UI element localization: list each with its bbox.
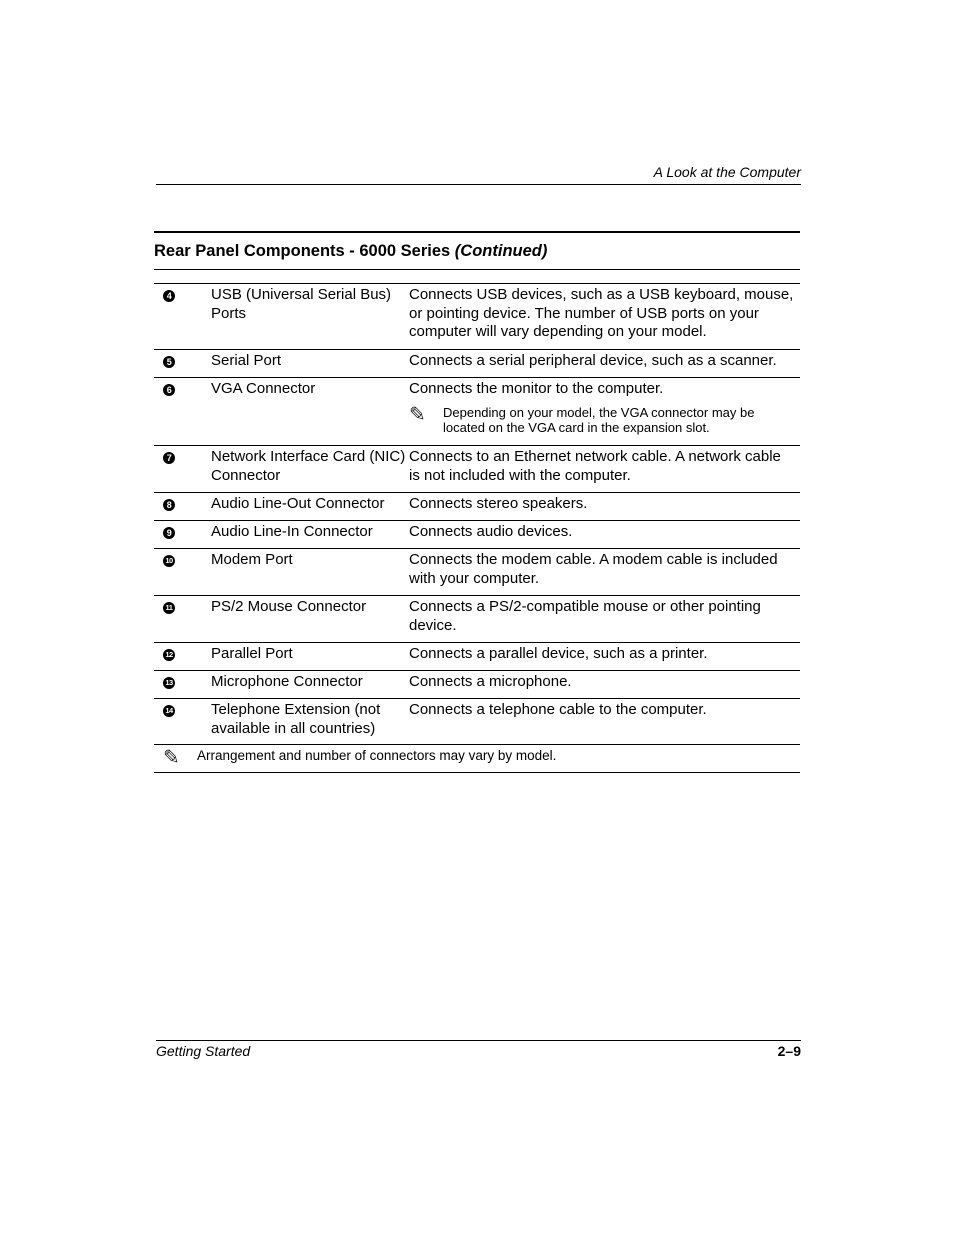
row-number-cell bbox=[154, 350, 210, 377]
table-row bbox=[154, 699, 800, 745]
circled-number-icon: 4 bbox=[163, 290, 175, 302]
component-name-cell: Parallel Port bbox=[211, 645, 293, 662]
table-footnote bbox=[154, 745, 800, 773]
component-description: Connects to an Ethernet network cable. A network cable is not included with the computer. bbox=[409, 448, 781, 484]
component-description-cell bbox=[409, 378, 800, 445]
component-name-cell: Network Interface Card (NIC) Connector bbox=[211, 448, 406, 484]
component-name-cell: Telephone Extension (not available in all countries) bbox=[211, 701, 381, 737]
inline-note-text: Depending on your model, the VGA connector may be located on the VGA card in the expansion slot. bbox=[443, 404, 755, 435]
circled-number-icon: 10 bbox=[163, 555, 175, 567]
table-row bbox=[154, 596, 800, 643]
row-number-cell bbox=[154, 699, 210, 744]
table-row bbox=[154, 350, 800, 378]
circled-number-icon: 14 bbox=[163, 705, 175, 717]
component-description: Connects a PS/2-compatible mouse or other pointing device. bbox=[409, 598, 761, 634]
table-row bbox=[154, 446, 800, 493]
component-name-cell: USB (Universal Serial Bus) Ports bbox=[211, 286, 392, 322]
table-row bbox=[154, 521, 800, 549]
component-description: Connects a microphone. bbox=[409, 673, 572, 690]
row-number-cell bbox=[154, 596, 210, 642]
components-table bbox=[154, 231, 800, 773]
component-description-cell bbox=[409, 699, 800, 744]
component-description: Connects a serial peripheral device, such as a scanner. bbox=[409, 352, 777, 369]
circled-number-icon: 9 bbox=[163, 527, 175, 539]
component-name-cell: Serial Port bbox=[211, 352, 282, 369]
component-name-cell: Audio Line-Out Connector bbox=[211, 495, 385, 512]
component-description: Connects a parallel device, such as a printer. bbox=[409, 645, 708, 662]
component-name-cell: PS/2 Mouse Connector bbox=[211, 598, 367, 615]
circled-number-icon: 8 bbox=[163, 499, 175, 511]
component-description-cell bbox=[409, 493, 800, 520]
component-description: Connects USB devices, such as a USB keyboard, mouse, or pointing device. The number of USB ports on your computer will vary depending on your model. bbox=[409, 286, 794, 340]
row-number-cell bbox=[154, 446, 210, 492]
table-row bbox=[154, 493, 800, 521]
component-description-cell bbox=[409, 350, 800, 377]
component-description-cell bbox=[409, 643, 800, 670]
component-description-cell bbox=[409, 284, 800, 349]
row-number-cell bbox=[154, 671, 210, 698]
pencil-note-icon: ✎ bbox=[163, 747, 180, 769]
table-title-continued: (Continued) bbox=[454, 242, 548, 260]
component-description: Connects the monitor to the computer. bbox=[409, 380, 664, 397]
component-name-cell: Modem Port bbox=[211, 551, 293, 568]
component-description-cell bbox=[409, 549, 800, 595]
circled-number-icon: 11 bbox=[163, 602, 175, 614]
component-description: Connects the modem cable. A modem cable is included with your computer. bbox=[409, 551, 778, 587]
component-description-cell bbox=[409, 671, 800, 698]
row-number-cell bbox=[154, 643, 210, 670]
component-description-cell bbox=[409, 521, 800, 548]
component-name-cell: Audio Line-In Connector bbox=[211, 523, 373, 540]
component-name-cell: VGA Connector bbox=[211, 380, 316, 397]
table-row bbox=[154, 671, 800, 699]
running-header-title: A Look at the Computer bbox=[653, 164, 801, 180]
table-row bbox=[154, 284, 800, 350]
footer-page-number: 2–9 bbox=[777, 1043, 801, 1059]
circled-number-icon: 6 bbox=[163, 384, 175, 396]
row-number-cell bbox=[154, 549, 210, 595]
component-name-cell: Microphone Connector bbox=[211, 673, 363, 690]
row-number-cell bbox=[154, 284, 210, 349]
component-description: Connects a telephone cable to the computer. bbox=[409, 701, 707, 718]
table-caption bbox=[154, 233, 800, 270]
table-body bbox=[154, 283, 800, 745]
circled-number-icon: 7 bbox=[163, 452, 175, 464]
table-row bbox=[154, 549, 800, 596]
row-number-cell bbox=[154, 493, 210, 520]
pencil-note-icon: ✎ bbox=[409, 403, 426, 426]
component-description-cell bbox=[409, 596, 800, 642]
circled-number-icon: 13 bbox=[163, 677, 175, 689]
table-row bbox=[154, 643, 800, 671]
component-description: Connects stereo speakers. bbox=[409, 495, 588, 512]
inline-note bbox=[409, 405, 794, 436]
table-row bbox=[154, 378, 800, 446]
table-footnote-text: Arrangement and number of connectors may vary by model. bbox=[197, 748, 557, 763]
component-description: Connects audio devices. bbox=[409, 523, 573, 540]
running-header bbox=[156, 162, 801, 185]
component-description-cell bbox=[409, 446, 800, 492]
page-footer bbox=[156, 1040, 801, 1059]
table-title: Rear Panel Components - 6000 Series bbox=[154, 242, 455, 260]
row-number-cell bbox=[154, 521, 210, 548]
footer-book-title: Getting Started bbox=[156, 1043, 251, 1059]
table-spacer bbox=[154, 270, 800, 283]
circled-number-icon: 12 bbox=[163, 649, 175, 661]
row-number-cell bbox=[154, 378, 210, 445]
circled-number-icon: 5 bbox=[163, 356, 175, 368]
